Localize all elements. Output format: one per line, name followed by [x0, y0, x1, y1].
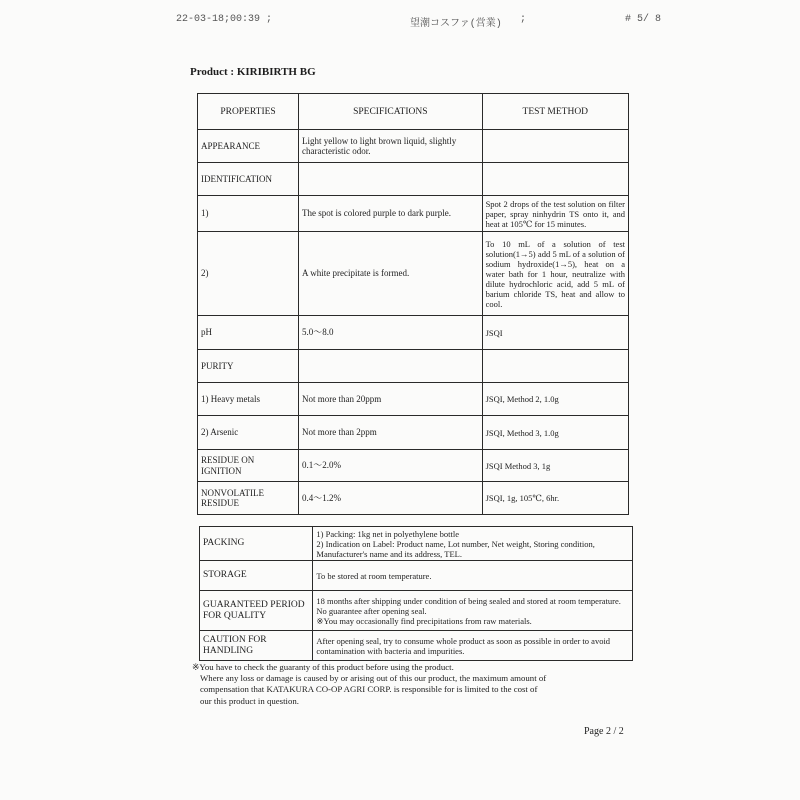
guarantee-label: GUARANTEED PERIOD FOR QUALITY — [200, 591, 313, 631]
property-cell: PURITY — [198, 350, 299, 383]
guarantee-row — [200, 591, 633, 631]
method-cell: JSQI, Method 2, 1.0g — [482, 383, 628, 416]
method-cell: JSQI, 1g, 105℃, 6hr. — [482, 482, 628, 515]
specification-cell: The spot is colored purple to dark purple. — [299, 196, 483, 232]
fax-timestamp: 22-03-18;00:39 ; — [176, 14, 273, 25]
packing-details — [313, 527, 633, 561]
fax-separator: ; — [520, 14, 527, 25]
method-cell: Spot 2 drops of the test solution on filter paper, spray ninhydrin TS onto it, and heat at 105℃ for 15 minutes. — [482, 196, 628, 232]
method-cell — [482, 350, 628, 383]
footnote-line: Where any loss or damage is caused by or arising out of this our product, the maximum amount of — [200, 673, 547, 684]
footnote-line: our this product in question. — [200, 695, 299, 706]
table-row — [198, 450, 629, 482]
method-cell: To 10 mL of a solution of test solution(1→5) add 5 mL of a solution of sodium hydroxide(1→5), heat on a water bath for 1 hour, neutralize with dilute hydrochloric acid, add 5 mL of barium chloride TS, heat and allow to cool. — [482, 232, 628, 316]
guarantee-line: 18 months after shipping under condition of being sealed and stored at room temperature. No guarantee after opening seal. — [316, 595, 621, 616]
method-cell — [482, 163, 628, 196]
table-header-row — [198, 94, 629, 130]
guarantee-note: ※You may occasionally find precipitations from raw materials. — [316, 615, 532, 626]
header-test-method: TEST METHOD — [482, 94, 628, 130]
specification-cell: Not more than 20ppm — [299, 383, 483, 416]
property-cell: 1) — [198, 196, 299, 232]
footnote-line: ※You have to check the guaranty of this product before using the product. — [192, 662, 454, 672]
table-row — [198, 482, 629, 515]
property-cell: 2) — [198, 232, 299, 316]
packing-storage-table — [199, 526, 633, 661]
storage-row — [200, 561, 633, 591]
property-cell: pH — [198, 316, 299, 350]
property-cell: 2) Arsenic — [198, 416, 299, 450]
caution-row — [200, 631, 633, 661]
method-cell: JSQI — [482, 316, 628, 350]
packing-line: 2) Indication on Label: Product name, Lot number, Net weight, Storing condition, Manufacturer's name and its address, TEL. — [316, 538, 595, 559]
specification-cell — [299, 163, 483, 196]
storage-details: To be stored at room temperature. — [313, 561, 633, 591]
packing-label: PACKING — [200, 527, 313, 561]
table-row — [198, 196, 629, 232]
property-cell: IDENTIFICATION — [198, 163, 299, 196]
fax-page-count: # 5/ 8 — [625, 14, 662, 25]
method-cell — [482, 130, 628, 163]
property-cell: APPEARANCE — [198, 130, 299, 163]
table-row — [198, 316, 629, 350]
fax-header — [0, 14, 800, 28]
specification-table — [197, 93, 629, 515]
specification-cell: 0.1～2.0% — [299, 450, 483, 482]
property-cell: NONVOLATILE RESIDUE — [198, 482, 299, 515]
property-cell: 1) Heavy metals — [198, 383, 299, 416]
page-number: Page 2 / 2 — [584, 726, 624, 737]
property-cell: RESIDUE ON IGNITION — [198, 450, 299, 482]
table-row — [198, 383, 629, 416]
header-properties: PROPERTIES — [198, 94, 299, 130]
method-cell: JSQI, Method 3, 1.0g — [482, 416, 628, 450]
footnote-line: compensation that KATAKURA CO-OP AGRI CORP. is responsible for is limited to the cost of — [200, 684, 538, 695]
fax-source: 望潮コスファ(営業) — [410, 19, 502, 30]
table-row — [198, 163, 629, 196]
table-row — [198, 416, 629, 450]
packing-line: 1) Packing: 1kg net in polyethylene bottle — [316, 528, 459, 539]
specification-cell: Light yellow to light brown liquid, slightly characteristic odor. — [299, 130, 483, 163]
product-name: Product : KIRIBIRTH BG — [190, 66, 316, 78]
caution-label: CAUTION FOR HANDLING — [200, 631, 313, 661]
table-row — [198, 232, 629, 316]
storage-label: STORAGE — [200, 561, 313, 591]
caution-details: After opening seal, try to consume whole product as soon as possible in order to avoid contamination with bacteria and impurities. — [313, 631, 633, 661]
table-row — [198, 130, 629, 163]
specification-cell — [299, 350, 483, 383]
specification-cell: Not more than 2ppm — [299, 416, 483, 450]
guarantee-details — [313, 591, 633, 631]
specification-cell: A white precipitate is formed. — [299, 232, 483, 316]
specification-cell: 5.0～8.0 — [299, 316, 483, 350]
method-cell: JSQI Method 3, 1g — [482, 450, 628, 482]
specification-cell: 0.4～1.2% — [299, 482, 483, 515]
disclaimer-footnote — [192, 662, 652, 707]
header-specifications: SPECIFICATIONS — [299, 94, 483, 130]
table-row — [198, 350, 629, 383]
packing-row — [200, 527, 633, 561]
